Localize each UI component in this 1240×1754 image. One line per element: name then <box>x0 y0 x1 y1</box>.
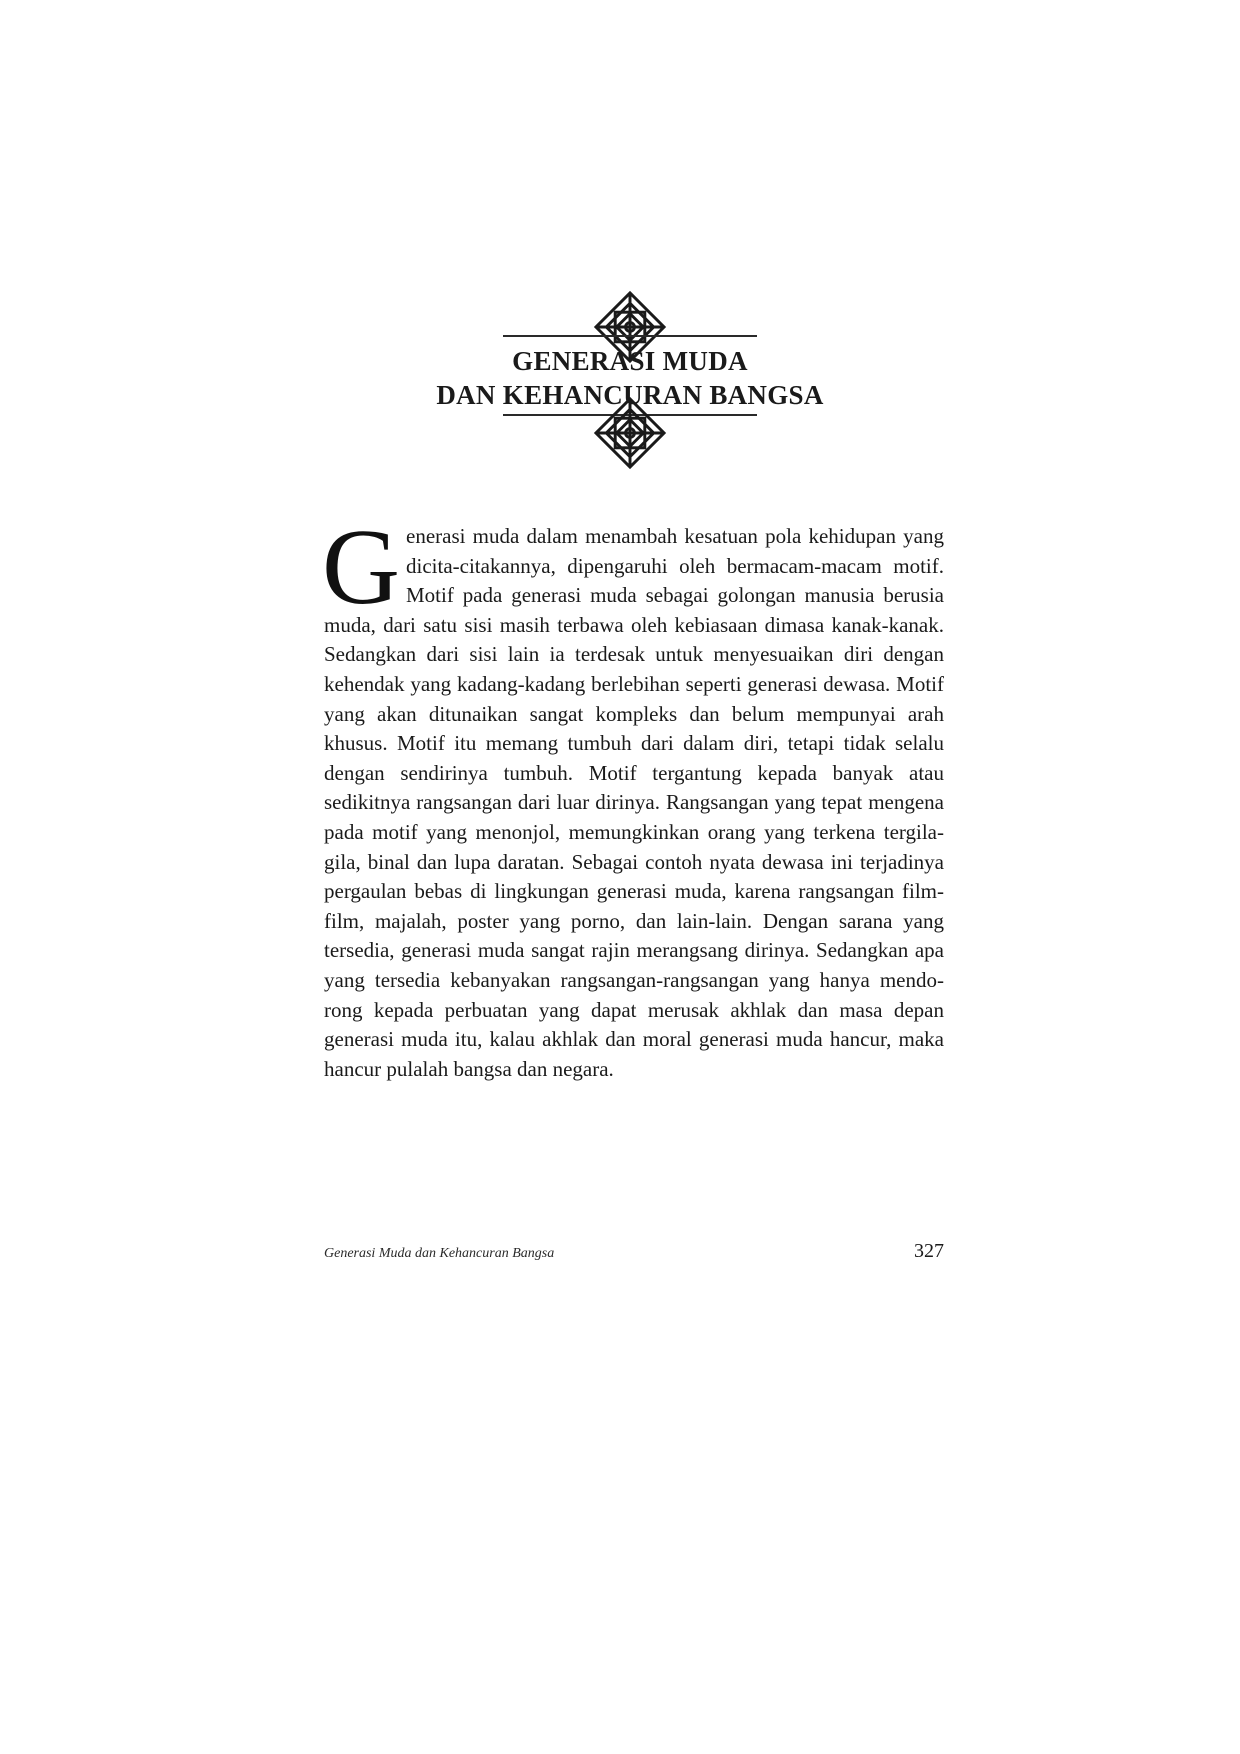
geometric-knot-ornament-icon <box>593 396 667 470</box>
body-paragraph <box>322 508 944 1084</box>
body-paragraph-text: enerasi muda dalam menambah kesatuan pola kehidupan yang dicita-citakannya, dipengaruhi oleh bermacam-macam motif. Motif pada generasi muda sebagai golongan manusia berusia muda, dari satu sisi masih terbawa oleh kebiasaan dimasa kanak-kanak. Sedangkan dari sisi lain ia terdesak untuk menyesuaikan diri dengan kehendak yang kadang-kadang berlebihan seperti generasi dewasa. Motif yang akan ditunaikan sangat kompleks dan belum mempunyai arah khusus. Motif itu memang tumbuh dari dalam diri, tetapi tidak selalu dengan sendirinya tumbuh. Motif tergantung kepada banyak atau sedikitnya rangsangan dari luar dirinya. Rangsangan yang tepat mengena pada motif yang menonjol, memungkinkan orang yang terkena tergila-gila, binal dan lupa daratan. Sebagai contoh nyata dewasa ini terjadinya pergaulan bebas di lingkungan generasi muda, karena rangsangan film-film, majalah, poster yang porno, dan lain-lain. Dengan sarana yang tersedia, generasi muda sangat rajin merangsang dirinya. Sedangkan apa yang tersedia kebanyakan rangsangan-rangsangan yang hanya mendorong kepada perbuatan yang dapat merusak akhlak dan masa depan generasi muda itu, kalau akhlak dan moral generasi muda hancur, maka hancur pulalah bangsa dan negara. <box>324 524 944 1081</box>
title-rule-top <box>503 335 757 337</box>
chapter-title-block <box>400 290 860 470</box>
drop-cap: G <box>322 508 400 627</box>
running-head: Generasi Muda dan Kehancuran Bangsa <box>324 1246 555 1261</box>
page-footer <box>324 1240 944 1270</box>
chapter-title-line-2: DAN KEHANCURAN BANGSA <box>436 380 824 410</box>
page-number: 327 <box>914 1240 944 1262</box>
chapter-title-line-1: GENERASI MUDA <box>512 346 748 376</box>
